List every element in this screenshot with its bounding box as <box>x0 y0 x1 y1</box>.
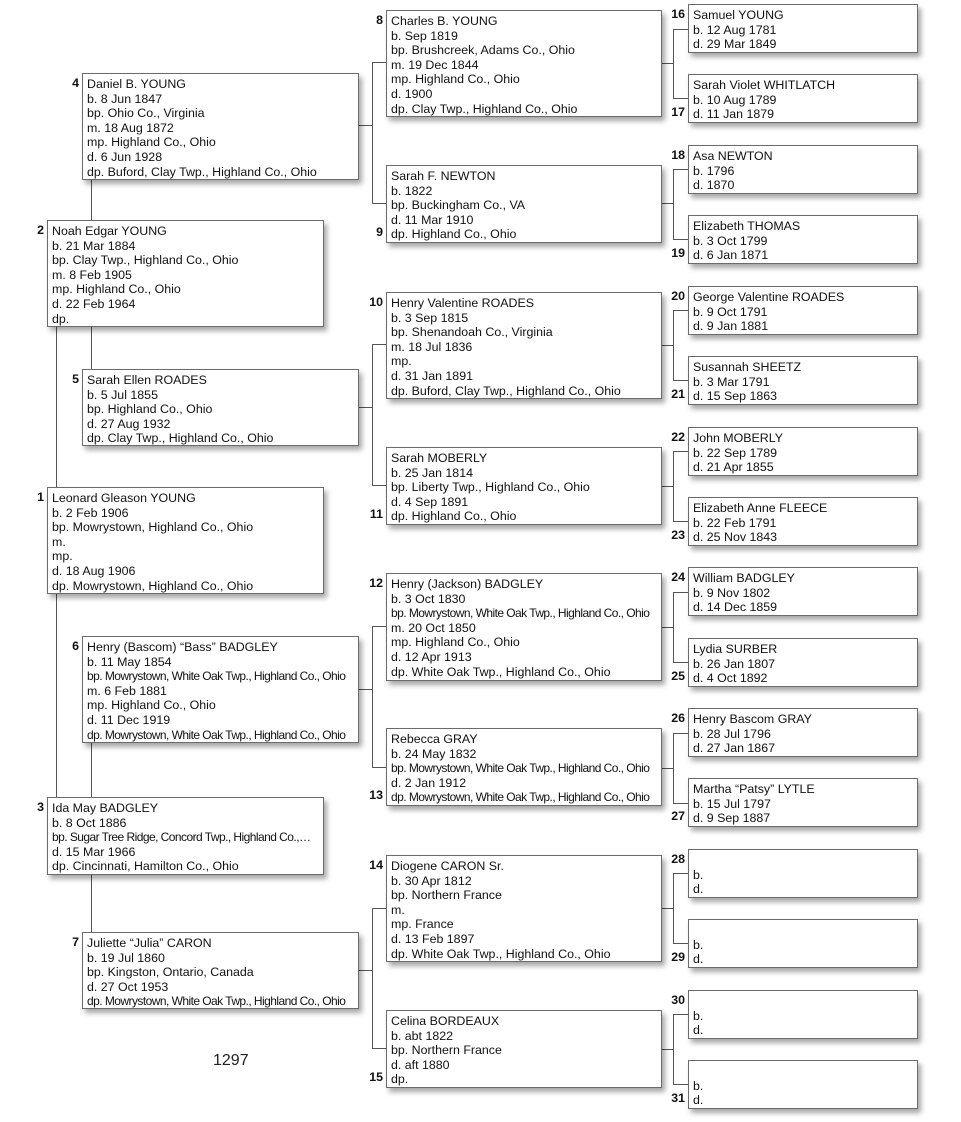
person-detail: m. 19 Dec 1844 <box>391 57 479 72</box>
person-detail: d. 11 Jan 1879 <box>693 107 775 122</box>
person-box[interactable] <box>386 165 662 243</box>
person-detail: bp. Ohio Co., Virginia <box>87 106 205 121</box>
connector <box>673 733 688 734</box>
connector <box>673 521 688 522</box>
connector <box>673 803 688 804</box>
person-detail: b. 5 Jul 1855 <box>87 387 158 402</box>
connector <box>661 1049 673 1050</box>
person-name: Sarah Violet WHITLATCH <box>693 78 836 92</box>
person-name: Susannah SHEETZ <box>693 360 802 374</box>
person-box[interactable] <box>47 797 324 875</box>
person-name: Sarah Ellen ROADES <box>87 373 207 387</box>
person-detail: d. 22 Feb 1964 <box>52 296 136 311</box>
person-box[interactable] <box>386 10 662 117</box>
person-name: William BADGLEY <box>693 571 795 585</box>
person-box[interactable] <box>386 447 662 525</box>
ahnentafel-number: 28 <box>671 852 685 866</box>
person-detail: b. 12 Aug 1781 <box>693 22 777 37</box>
person-detail: b. 22 Sep 1789 <box>693 445 778 460</box>
connector <box>673 943 688 944</box>
person-detail: d. 9 Sep 1887 <box>693 811 771 826</box>
connector <box>673 1014 688 1015</box>
person-detail: d. <box>693 1023 704 1038</box>
person-box[interactable] <box>688 849 918 898</box>
connector <box>673 29 688 30</box>
person-detail: d. 6 Jun 1928 <box>87 149 163 164</box>
person-name: Sarah F. NEWTON <box>391 169 496 183</box>
ahnentafel-number: 8 <box>376 13 383 27</box>
person-detail: d. 21 Apr 1855 <box>693 460 774 475</box>
person-name: John MOBERLY <box>693 431 783 445</box>
connector <box>358 125 372 126</box>
person-name: George Valentine ROADES <box>693 290 845 304</box>
connector <box>91 326 92 369</box>
person-detail: d. 1870 <box>693 178 735 193</box>
person-detail: dp. Mowrystown, White Oak Twp., Highland Co., Ohio <box>391 790 650 805</box>
person-detail: dp. Mowrystown, Highland Co., Ohio <box>52 578 254 593</box>
connector <box>673 592 688 593</box>
person-detail: bp. Mowrystown, White Oak Twp., Highland Co., Ohio <box>391 606 650 621</box>
person-name <box>693 923 913 938</box>
person-detail: b. 19 Jul 1860 <box>87 950 165 965</box>
person-name: Henry Bascom GRAY <box>693 712 812 726</box>
person-detail: d. 6 Jan 1871 <box>693 248 769 263</box>
person-name: Sarah MOBERLY <box>391 451 488 465</box>
ahnentafel-number: 26 <box>671 711 685 725</box>
person-detail: dp. Highland Co., Ohio <box>391 509 517 524</box>
person-detail: d. 13 Feb 1897 <box>391 931 475 946</box>
person-detail: b. <box>693 1078 704 1093</box>
person-detail: mp. Highland Co., Ohio <box>87 135 216 150</box>
connector <box>372 62 386 63</box>
connector <box>673 1084 688 1085</box>
person-detail: d. 9 Jan 1881 <box>693 319 769 334</box>
person-detail: bp. Highland Co., Ohio <box>87 402 213 417</box>
ahnentafel-number: 16 <box>671 7 685 21</box>
person-name: Henry (Bascom) “Bass” BADGLEY <box>87 640 278 654</box>
person-detail: dp. Highland Co., Ohio <box>391 227 517 242</box>
person-name: Ida May BADGLEY <box>52 801 159 815</box>
person-box[interactable] <box>688 567 918 616</box>
person-name <box>693 994 913 1009</box>
person-name: Rebecca GRAY <box>391 732 478 746</box>
connector <box>91 742 92 797</box>
person-name: Celina BORDEAUX <box>391 1014 500 1028</box>
person-detail: b. 9 Oct 1791 <box>693 304 768 319</box>
connector <box>56 326 57 487</box>
connector <box>673 29 674 99</box>
person-detail: d. 31 Jan 1891 <box>391 368 473 383</box>
person-detail: bp. Northern France <box>391 1043 502 1058</box>
ahnentafel-number: 22 <box>671 430 685 444</box>
ahnentafel-number: 7 <box>72 935 79 949</box>
connector <box>372 626 373 768</box>
person-box[interactable] <box>688 215 918 264</box>
person-detail: bp. Shenandoah Co., Virginia <box>391 325 553 340</box>
person-detail: b. 26 Jan 1807 <box>693 656 775 671</box>
person-box[interactable] <box>688 778 918 827</box>
person-detail: d. 18 Aug 1906 <box>52 563 136 578</box>
connector <box>661 486 673 487</box>
person-detail: bp. Clay Twp., Highland Co., Ohio <box>52 253 239 268</box>
person-box[interactable] <box>688 145 918 194</box>
person-detail: bp. Mowrystown, Highland Co., Ohio <box>52 520 254 535</box>
person-detail: m. <box>52 534 66 549</box>
person-detail: b. 28 Jul 1796 <box>693 726 771 741</box>
person-detail: mp. Highland Co., Ohio <box>87 698 216 713</box>
connector <box>661 627 673 628</box>
connector <box>661 345 673 346</box>
person-detail: mp. <box>52 549 73 564</box>
person-detail: d. <box>693 952 704 967</box>
person-detail: b. 1822 <box>391 183 433 198</box>
connector <box>661 203 673 204</box>
ahnentafel-number: 27 <box>671 809 685 823</box>
person-box[interactable] <box>386 292 662 399</box>
page-number: 1297 <box>213 1052 249 1069</box>
connector <box>358 689 372 690</box>
person-detail: d. 11 Dec 1919 <box>87 712 171 727</box>
person-detail: b. 8 Jun 1847 <box>87 91 163 106</box>
ahnentafel-number: 21 <box>671 387 685 401</box>
connector <box>673 98 688 99</box>
person-box[interactable] <box>82 73 359 180</box>
person-detail: b. 15 Jul 1797 <box>693 796 771 811</box>
connector <box>372 344 386 345</box>
person-detail: dp. Cincinnati, Hamilton Co., Ohio <box>52 859 239 874</box>
connector <box>91 875 92 932</box>
connector <box>56 593 57 797</box>
person-detail: d. 27 Jan 1867 <box>693 741 775 756</box>
person-detail: b. abt 1822 <box>391 1028 454 1043</box>
person-detail: bp. Sugar Tree Ridge, Concord Twp., Highland Co.,… <box>52 830 311 845</box>
ahnentafel-number: 2 <box>37 223 44 237</box>
ahnentafel-number: 25 <box>671 669 685 683</box>
connector <box>673 662 688 663</box>
person-detail: d. 11 Mar 1910 <box>391 212 474 227</box>
person-box[interactable] <box>82 369 359 446</box>
person-detail: bp. Buckingham Co., VA <box>391 198 526 213</box>
person-name <box>693 853 913 868</box>
person-name: Elizabeth Anne FLEECE <box>693 501 828 515</box>
connector <box>661 768 673 769</box>
person-detail: d. 1900 <box>391 86 433 101</box>
person-detail: b. Sep 1819 <box>391 28 458 43</box>
person-detail: b. 11 May 1854 <box>87 654 172 669</box>
connector <box>372 626 386 627</box>
person-box[interactable] <box>82 636 359 743</box>
connector <box>673 873 674 944</box>
connector <box>358 407 372 408</box>
person-detail: mp. France <box>391 917 454 932</box>
connector <box>372 203 386 204</box>
person-detail: d. 14 Dec 1859 <box>693 600 778 615</box>
person-detail: b. 2 Feb 1906 <box>52 505 129 520</box>
connector <box>673 310 674 381</box>
person-box[interactable] <box>386 1010 662 1088</box>
person-box[interactable] <box>47 220 324 327</box>
connector <box>372 908 373 1049</box>
connector <box>673 310 688 311</box>
connector <box>91 179 92 220</box>
ahnentafel-number: 15 <box>369 1070 383 1084</box>
person-name: Lydia SURBER <box>693 642 778 656</box>
connector <box>673 451 688 452</box>
person-detail: b. 1796 <box>693 163 735 178</box>
person-detail: bp. Mowrystown, White Oak Twp., Highland Co., Ohio <box>391 761 650 776</box>
person-detail: d. 25 Nov 1843 <box>693 530 778 545</box>
connector <box>673 873 688 874</box>
person-detail: b. 21 Mar 1884 <box>52 238 136 253</box>
connector <box>673 451 674 522</box>
person-box[interactable] <box>688 356 918 405</box>
connector <box>661 908 673 909</box>
connector <box>372 344 373 486</box>
person-box[interactable] <box>82 932 359 1009</box>
person-name <box>693 1064 913 1079</box>
person-detail: b. 24 May 1832 <box>391 746 477 761</box>
person-detail: d. <box>693 1093 704 1108</box>
person-name: Juliette “Julia” CARON <box>87 936 212 950</box>
connector <box>673 1014 674 1085</box>
person-detail: d. 15 Sep 1863 <box>693 389 778 404</box>
person-name: Samuel YOUNG <box>693 8 784 22</box>
person-detail: m. 20 Oct 1850 <box>391 620 476 635</box>
person-name: Leonard Gleason YOUNG <box>52 491 196 505</box>
person-detail: b. 3 Oct 1799 <box>693 233 768 248</box>
person-box[interactable] <box>688 919 918 968</box>
person-detail: m. 18 Jul 1836 <box>391 339 473 354</box>
person-name: Diogene CARON Sr. <box>391 859 504 873</box>
person-detail: d. 27 Oct 1953 <box>87 979 169 994</box>
person-detail: dp. Mowrystown, White Oak Twp., Highland Co., Ohio <box>87 994 346 1009</box>
person-detail: mp. Highland Co., Ohio <box>391 635 520 650</box>
person-detail: b. 3 Mar 1791 <box>693 374 770 389</box>
ahnentafel-number: 3 <box>37 800 44 814</box>
person-detail: dp. <box>391 1072 409 1087</box>
person-box[interactable] <box>688 1060 918 1109</box>
person-detail: m. 6 Feb 1881 <box>87 683 167 698</box>
person-detail: bp. Liberty Twp., Highland Co., Ohio <box>391 480 590 495</box>
person-box[interactable] <box>688 990 918 1039</box>
person-detail: d. 29 Mar 1849 <box>693 37 777 52</box>
person-detail: dp. White Oak Twp., Highland Co., Ohio <box>391 664 611 679</box>
person-box[interactable] <box>688 74 918 123</box>
ahnentafel-number: 30 <box>671 993 685 1007</box>
person-box[interactable] <box>47 487 324 594</box>
person-box[interactable] <box>386 573 662 681</box>
person-detail: dp. Buford, Clay Twp., Highland Co., Ohio <box>391 383 621 398</box>
ahnentafel-number: 13 <box>369 788 383 802</box>
person-name: Elizabeth THOMAS <box>693 219 801 233</box>
person-detail: d. 27 Aug 1932 <box>87 416 171 431</box>
person-detail: b. 22 Feb 1791 <box>693 515 777 530</box>
person-name: Daniel B. YOUNG <box>87 77 186 91</box>
connector <box>661 63 673 64</box>
person-detail: bp. Kingston, Ontario, Canada <box>87 965 254 980</box>
person-name: Asa NEWTON <box>693 149 773 163</box>
person-detail: b. <box>693 1008 704 1023</box>
person-detail: d. aft 1880 <box>391 1057 450 1072</box>
person-detail: b. 3 Oct 1830 <box>391 591 466 606</box>
person-detail: d. 4 Sep 1891 <box>391 494 469 509</box>
person-detail: d. 2 Jan 1912 <box>391 775 467 790</box>
person-detail: b. 3 Sep 1815 <box>391 310 469 325</box>
ahnentafel-number: 4 <box>72 76 79 90</box>
ahnentafel-number: 1 <box>37 490 44 504</box>
person-detail: b. <box>693 867 704 882</box>
person-detail: b. 25 Jan 1814 <box>391 465 473 480</box>
person-detail: d. 15 Mar 1966 <box>52 844 136 859</box>
ahnentafel-number: 17 <box>671 105 685 119</box>
person-name: Charles B. YOUNG <box>391 14 498 28</box>
person-detail: b. 8 Oct 1886 <box>52 815 127 830</box>
person-detail: b. <box>693 937 704 952</box>
connector <box>673 592 674 663</box>
ahnentafel-number: 18 <box>671 148 685 162</box>
connector <box>372 1048 386 1049</box>
connector <box>372 908 386 909</box>
person-name: Henry Valentine ROADES <box>391 296 535 310</box>
person-detail: m. 8 Feb 1905 <box>52 267 132 282</box>
connector <box>673 380 688 381</box>
person-box[interactable] <box>386 728 662 806</box>
person-detail: d. <box>693 882 704 897</box>
ahnentafel-number: 10 <box>369 295 383 309</box>
ahnentafel-number: 9 <box>376 225 383 239</box>
person-name: Martha “Patsy” LYTLE <box>693 782 815 796</box>
person-box[interactable] <box>688 708 918 757</box>
connector <box>673 169 674 240</box>
ahnentafel-number: 20 <box>671 289 685 303</box>
connector <box>372 62 373 204</box>
person-detail: mp. Highland Co., Ohio <box>52 282 181 297</box>
person-detail: bp. Brushcreek, Adams Co., Ohio <box>391 43 575 58</box>
person-detail: m. 18 Aug 1872 <box>87 120 174 135</box>
ahnentafel-number: 19 <box>671 246 685 260</box>
person-box[interactable] <box>688 286 918 335</box>
ahnentafel-number: 31 <box>671 1091 685 1105</box>
ahnentafel-number: 23 <box>671 528 685 542</box>
connector <box>372 767 386 768</box>
connector <box>358 970 372 971</box>
person-box[interactable] <box>688 638 918 687</box>
ahnentafel-number: 12 <box>369 576 383 590</box>
ahnentafel-number: 29 <box>671 950 685 964</box>
person-box[interactable] <box>688 4 918 53</box>
ahnentafel-number: 14 <box>369 858 383 872</box>
person-detail: dp. White Oak Twp., Highland Co., Ohio <box>391 946 611 961</box>
person-detail: dp. <box>52 311 70 326</box>
connector <box>673 239 688 240</box>
person-box[interactable] <box>386 855 662 962</box>
person-detail: b. 30 Apr 1812 <box>391 873 472 888</box>
person-detail: b. 9 Nov 1802 <box>693 585 771 600</box>
person-detail: d. 12 Apr 1913 <box>391 649 472 664</box>
person-detail: mp. <box>391 354 412 369</box>
person-detail: bp. Northern France <box>391 888 502 903</box>
person-detail: mp. Highland Co., Ohio <box>391 72 520 87</box>
ahnentafel-number: 11 <box>369 507 383 521</box>
person-detail: dp. Buford, Clay Twp., Highland Co., Ohio <box>87 164 317 179</box>
ahnentafel-number: 5 <box>72 372 79 386</box>
person-detail: d. 4 Oct 1892 <box>693 671 768 686</box>
connector <box>372 485 386 486</box>
person-detail: dp. Mowrystown, White Oak Twp., Highland Co., Ohio <box>87 727 346 742</box>
person-box[interactable] <box>688 497 918 546</box>
person-box[interactable] <box>688 427 918 476</box>
person-detail: dp. Clay Twp., Highland Co., Ohio <box>391 101 578 116</box>
person-detail: b. 10 Aug 1789 <box>693 92 777 107</box>
connector <box>673 169 688 170</box>
person-detail: bp. Mowrystown, White Oak Twp., Highland Co., Ohio <box>87 669 346 684</box>
ahnentafel-number: 24 <box>671 570 685 584</box>
person-detail: m. <box>391 902 405 917</box>
ahnentafel-number: 6 <box>72 639 79 653</box>
person-detail: dp. Clay Twp., Highland Co., Ohio <box>87 431 274 446</box>
person-name: Henry (Jackson) BADGLEY <box>391 577 544 591</box>
person-name: Noah Edgar YOUNG <box>52 224 167 238</box>
connector <box>673 733 674 804</box>
